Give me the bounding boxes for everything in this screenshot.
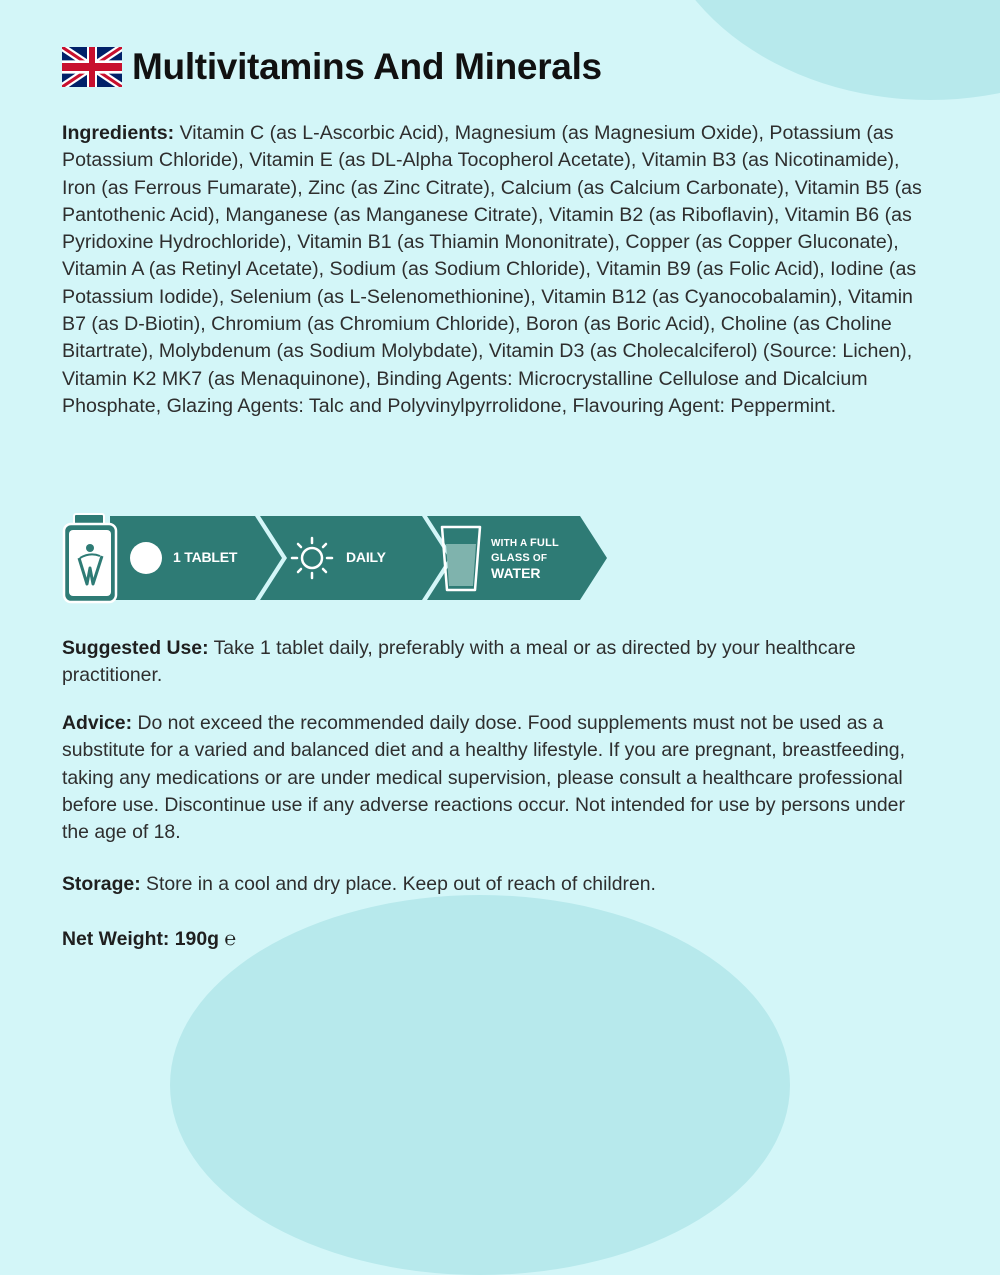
supplement-bottle-icon: [64, 514, 116, 602]
header: [62, 42, 602, 92]
suggested-use-text: Take 1 tablet daily, preferably with a meal or as directed by your healthcare practitioner.: [62, 637, 856, 687]
tablet-icon: [130, 542, 162, 574]
storage-text: Store in a cool and dry place. Keep out of reach of children.: [146, 873, 656, 895]
page-title: Multivitamins And Minerals: [132, 46, 602, 87]
estimated-sign-icon: ℮: [224, 928, 236, 950]
net-weight-value: 190g: [174, 928, 219, 950]
water-line1-bold: FULL: [530, 537, 559, 549]
net-weight: [62, 926, 932, 953]
ingredients-text: Vitamin C (as L-Ascorbic Acid), Magnesium (as Magnesium Oxide), Potassium (as Potassium Chloride), Vitamin E (as DL-Alpha Tocopherol Acetate), Vitamin B3 (as Nicotinamide), Iron (as Ferrous Fumarate), Zinc (as Zinc Citrate), Calcium (as Calcium Carbonate), Vitamin B5 (as Pantothenic Acid), Manganese (as Manganese Citrate), Vitamin B2 (as Riboflavin), Vitamin B6 (as Pyridoxine Hydrochloride), Vitamin B1 (as Thiamin Mononitrate), Copper (as Copper Gluconate), Vitamin A (as Retinyl Acetate), Sodium (as Sodium Chloride), Vitamin B9 (as Folic Acid), Iodine (as Potassium Iodide), Selenium (as L-Selenomethionine), Vitamin B12 (as Cyanocobalamin), Vitamin B7 (as D-Biotin), Chromium (as Chromium Chloride), Boron (as Boric Acid), Choline (as Choline Bitartrate), Molybdenum (as Sodium Molybdate), Vitamin D3 (as Cholecalciferol) (Source: Lichen), Vitamin K2 MK7 (as Menaquinone), Binding Agents: Microcrystalline Cellulose and Dicalcium Phosphate, Glazing Agents: Talc and Polyvinylpyrrolidone, Flavouring Agent: Peppermint.: [62, 122, 922, 417]
water-instruction: [491, 536, 559, 580]
water-line2-prefix: GLASS: [491, 552, 530, 564]
water-line2-suffix: OF: [532, 553, 548, 564]
advice-label: Advice:: [62, 712, 133, 734]
net-weight-label: Net Weight:: [62, 928, 170, 950]
tablet-label: 1 TABLET: [173, 549, 238, 565]
daily-label: DAILY: [346, 549, 386, 565]
decorative-blob-top: [650, 0, 1000, 100]
storage-label: Storage:: [62, 873, 141, 895]
ingredients-label: Ingredients:: [62, 122, 175, 144]
advice-paragraph: [62, 710, 932, 846]
water-line3: WATER: [491, 565, 541, 581]
ingredients-paragraph: [62, 120, 932, 420]
suggested-use-paragraph: [62, 635, 932, 690]
uk-flag-icon: [62, 47, 122, 87]
advice-text: Do not exceed the recommended daily dose. Food supplements must not be used as a substitute for a varied and balanced diet and a healthy lifestyle. If you are pregnant, breastfeeding, taking any medications or are under medical supervision, please consult a healthcare professional before use. Discontinue use if any adverse reactions occur. Not intended for use by persons under the age of 18.: [62, 712, 905, 844]
water-line1-prefix: WITH A: [491, 538, 528, 549]
suggested-use-label: Suggested Use:: [62, 637, 209, 659]
storage-paragraph: [62, 871, 932, 898]
